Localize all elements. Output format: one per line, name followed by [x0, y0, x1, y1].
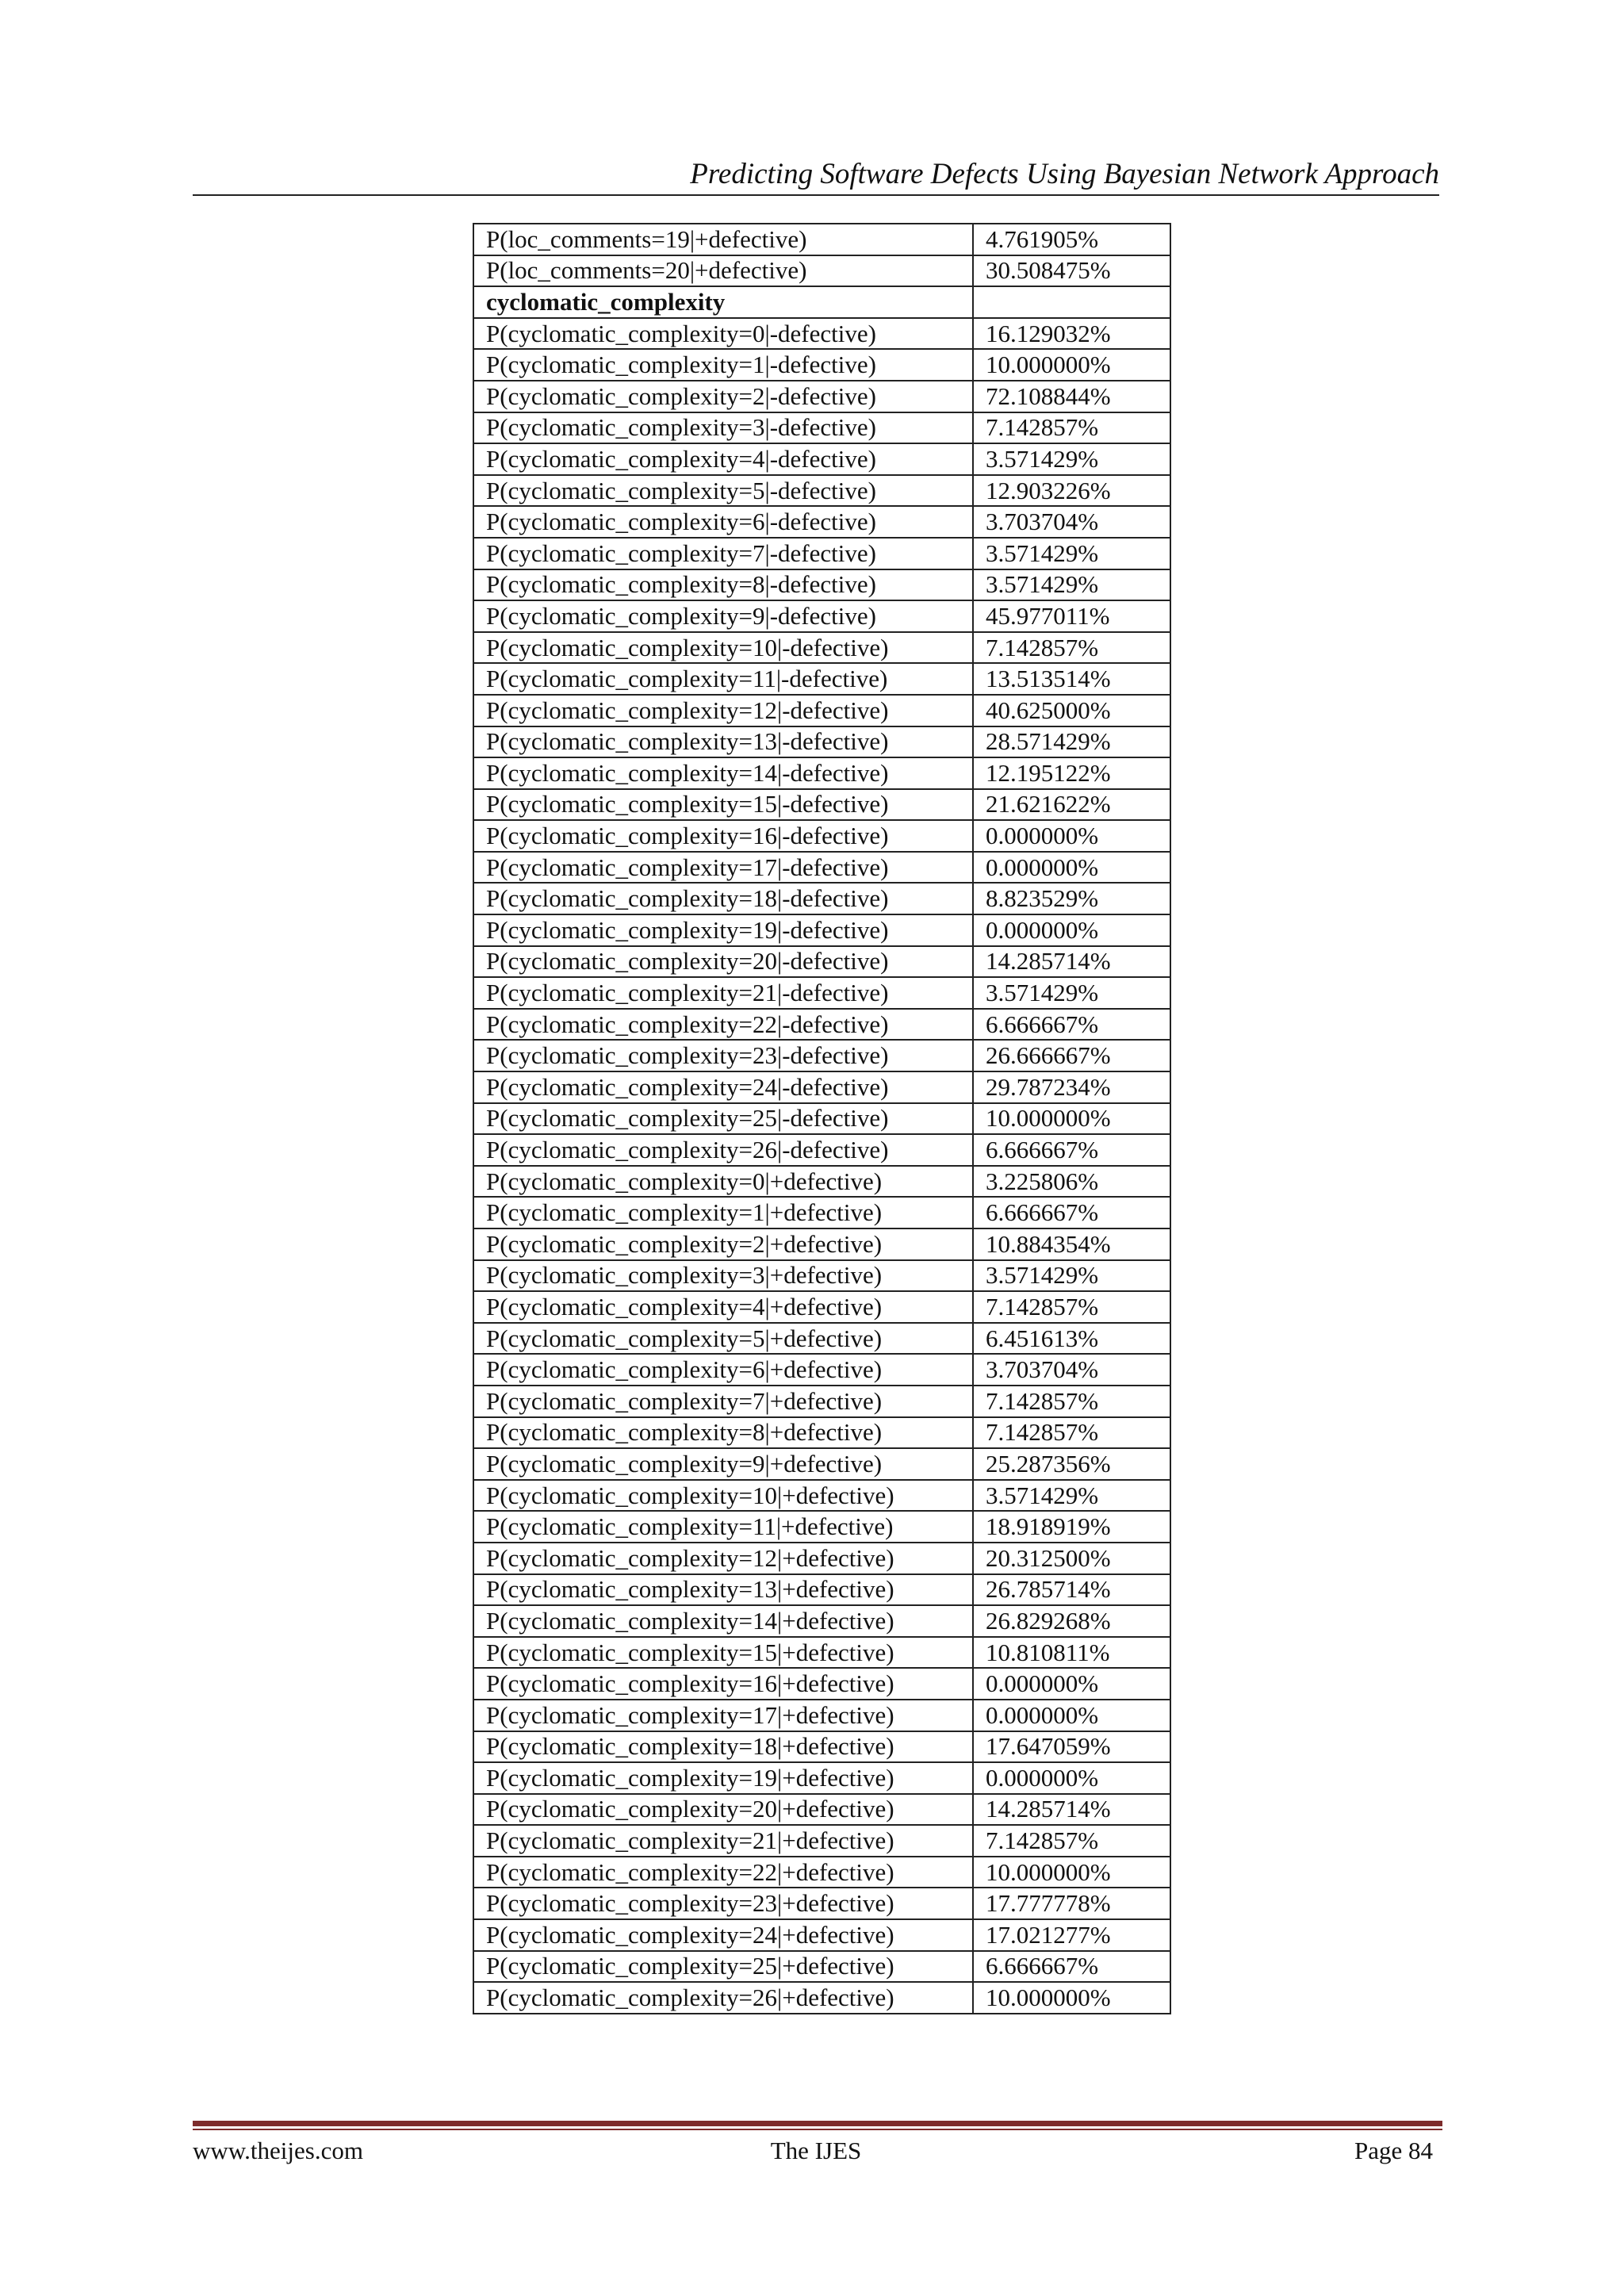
- probability-value: 0.000000%: [973, 820, 1170, 852]
- table-row: [473, 1386, 1170, 1417]
- probability-label: P(cyclomatic_complexity=15|+defective): [473, 1637, 973, 1669]
- probability-label: P(cyclomatic_complexity=1|-defective): [473, 349, 973, 381]
- probability-value: 17.647059%: [973, 1731, 1170, 1763]
- table-row: [473, 1982, 1170, 2014]
- table-section-row: [473, 286, 1170, 318]
- probability-value: 10.000000%: [973, 1103, 1170, 1135]
- probability-label: P(cyclomatic_complexity=2|-defective): [473, 381, 973, 412]
- probability-value: 10.000000%: [973, 1857, 1170, 1888]
- probability-value: 26.785714%: [973, 1574, 1170, 1606]
- footer-page-number: Page 84: [1354, 2137, 1433, 2164]
- running-header-title: Predicting Software Defects Using Bayesian Network Approach: [690, 158, 1439, 190]
- table-row: [473, 1260, 1170, 1292]
- probability-label: P(cyclomatic_complexity=20|-defective): [473, 946, 973, 978]
- probability-value: 21.621622%: [973, 789, 1170, 821]
- probability-label: P(cyclomatic_complexity=21|+defective): [473, 1825, 973, 1857]
- table-row: [473, 1762, 1170, 1794]
- probability-label: P(cyclomatic_complexity=22|+defective): [473, 1857, 973, 1888]
- probability-value: 3.703704%: [973, 1354, 1170, 1386]
- table-row: [473, 1605, 1170, 1637]
- table-row: [473, 1448, 1170, 1480]
- probability-label: P(cyclomatic_complexity=18|-defective): [473, 883, 973, 914]
- probability-label: P(cyclomatic_complexity=24|+defective): [473, 1919, 973, 1951]
- probability-label: P(cyclomatic_complexity=14|+defective): [473, 1605, 973, 1637]
- table-row: [473, 1700, 1170, 1731]
- table-row: [473, 946, 1170, 978]
- probability-value: 7.142857%: [973, 1386, 1170, 1417]
- table-row: [473, 977, 1170, 1009]
- probability-value: 3.571429%: [973, 538, 1170, 569]
- probability-label: P(cyclomatic_complexity=20|+defective): [473, 1794, 973, 1826]
- table-row: [473, 506, 1170, 538]
- probability-label: P(cyclomatic_complexity=12|+defective): [473, 1543, 973, 1574]
- table-row: [473, 1134, 1170, 1166]
- probability-label: P(cyclomatic_complexity=10|+defective): [473, 1480, 973, 1512]
- probability-value: 10.810811%: [973, 1637, 1170, 1669]
- probability-value: 12.903226%: [973, 475, 1170, 507]
- probability-value: 13.513514%: [973, 663, 1170, 695]
- probability-value: 7.142857%: [973, 1417, 1170, 1449]
- probability-value: 6.666667%: [973, 1197, 1170, 1228]
- probability-label: P(cyclomatic_complexity=8|+defective): [473, 1417, 973, 1449]
- table-row: [473, 1637, 1170, 1669]
- probability-value: 45.977011%: [973, 600, 1170, 632]
- probability-label: P(cyclomatic_complexity=0|-defective): [473, 318, 973, 350]
- probability-label: P(cyclomatic_complexity=18|+defective): [473, 1731, 973, 1763]
- probability-label: P(loc_comments=20|+defective): [473, 255, 973, 287]
- probability-value: 3.703704%: [973, 506, 1170, 538]
- footer-rule-thick: [193, 2121, 1442, 2126]
- probability-value: 25.287356%: [973, 1448, 1170, 1480]
- probability-value: 30.508475%: [973, 255, 1170, 287]
- probability-value: 10.884354%: [973, 1228, 1170, 1260]
- probability-label: P(cyclomatic_complexity=7|-defective): [473, 538, 973, 569]
- probability-label: P(cyclomatic_complexity=12|-defective): [473, 695, 973, 726]
- probability-value: 72.108844%: [973, 381, 1170, 412]
- header-rule: [193, 194, 1439, 196]
- probability-label: P(cyclomatic_complexity=7|+defective): [473, 1386, 973, 1417]
- probability-value: 3.571429%: [973, 1480, 1170, 1512]
- probability-value: 8.823529%: [973, 883, 1170, 914]
- probability-value: 6.666667%: [973, 1009, 1170, 1041]
- probability-label: P(cyclomatic_complexity=11|+defective): [473, 1511, 973, 1543]
- probability-value: 3.571429%: [973, 1260, 1170, 1292]
- table-row: [473, 1888, 1170, 1919]
- table-row: [473, 1291, 1170, 1323]
- table-row: [473, 1197, 1170, 1228]
- probability-label: P(cyclomatic_complexity=25|+defective): [473, 1951, 973, 1983]
- probability-label: P(cyclomatic_complexity=9|-defective): [473, 600, 973, 632]
- probability-value: 6.666667%: [973, 1951, 1170, 1983]
- probability-value: [973, 286, 1170, 318]
- table-row: [473, 789, 1170, 821]
- probability-label: P(cyclomatic_complexity=10|-defective): [473, 632, 973, 664]
- probability-value: 17.777778%: [973, 1888, 1170, 1919]
- table-row: [473, 1354, 1170, 1386]
- probability-label: P(cyclomatic_complexity=17|-defective): [473, 852, 973, 884]
- table-row: [473, 726, 1170, 758]
- table-row: [473, 820, 1170, 852]
- probability-label: P(cyclomatic_complexity=5|-defective): [473, 475, 973, 507]
- probability-label: P(cyclomatic_complexity=13|-defective): [473, 726, 973, 758]
- probability-label: P(cyclomatic_complexity=25|-defective): [473, 1103, 973, 1135]
- probability-value: 20.312500%: [973, 1543, 1170, 1574]
- probability-value: 14.285714%: [973, 1794, 1170, 1826]
- probability-label: P(cyclomatic_complexity=17|+defective): [473, 1700, 973, 1731]
- table-row: [473, 538, 1170, 569]
- probability-label: P(cyclomatic_complexity=2|+defective): [473, 1228, 973, 1260]
- probability-value: 6.451613%: [973, 1323, 1170, 1355]
- probability-label: P(cyclomatic_complexity=15|-defective): [473, 789, 973, 821]
- probability-label: P(cyclomatic_complexity=23|+defective): [473, 1888, 973, 1919]
- table-row: [473, 1417, 1170, 1449]
- section-heading: cyclomatic_complexity: [473, 286, 973, 318]
- probability-label: P(cyclomatic_complexity=9|+defective): [473, 1448, 973, 1480]
- table-row: [473, 663, 1170, 695]
- probability-value: 0.000000%: [973, 914, 1170, 946]
- probability-value: 7.142857%: [973, 412, 1170, 444]
- table-row: [473, 475, 1170, 507]
- probability-label: P(cyclomatic_complexity=19|+defective): [473, 1762, 973, 1794]
- probability-value: 7.142857%: [973, 1825, 1170, 1857]
- table-row: [473, 1040, 1170, 1071]
- probability-label: P(cyclomatic_complexity=0|+defective): [473, 1166, 973, 1198]
- probability-label: P(cyclomatic_complexity=6|+defective): [473, 1354, 973, 1386]
- table-row: [473, 757, 1170, 789]
- probability-label: P(loc_comments=19|+defective): [473, 224, 973, 255]
- probability-value: 10.000000%: [973, 1982, 1170, 2014]
- probability-label: P(cyclomatic_complexity=19|-defective): [473, 914, 973, 946]
- table-row: [473, 255, 1170, 287]
- table-row: [473, 1511, 1170, 1543]
- table-row: [473, 632, 1170, 664]
- table-row: [473, 1323, 1170, 1355]
- table-row: [473, 1071, 1170, 1103]
- table-row: [473, 1480, 1170, 1512]
- probability-label: P(cyclomatic_complexity=3|+defective): [473, 1260, 973, 1292]
- probability-label: P(cyclomatic_complexity=13|+defective): [473, 1574, 973, 1606]
- table-row: [473, 1731, 1170, 1763]
- table-row: [473, 1919, 1170, 1951]
- probability-value: 0.000000%: [973, 852, 1170, 884]
- footer-website: www.theijes.com: [193, 2137, 363, 2164]
- probability-label: P(cyclomatic_complexity=4|+defective): [473, 1291, 973, 1323]
- probability-value: 26.829268%: [973, 1605, 1170, 1637]
- probability-value: 3.571429%: [973, 977, 1170, 1009]
- table-row: [473, 381, 1170, 412]
- table-row: [473, 1668, 1170, 1700]
- probability-label: P(cyclomatic_complexity=21|-defective): [473, 977, 973, 1009]
- table-row: [473, 1825, 1170, 1857]
- table-row: [473, 1103, 1170, 1135]
- probability-value: 3.571429%: [973, 569, 1170, 601]
- table-row: [473, 1574, 1170, 1606]
- probability-value: 14.285714%: [973, 946, 1170, 978]
- table-row: [473, 224, 1170, 255]
- table-row: [473, 318, 1170, 350]
- probability-value: 29.787234%: [973, 1071, 1170, 1103]
- table-row: [473, 1857, 1170, 1888]
- probability-value: 0.000000%: [973, 1700, 1170, 1731]
- table-row: [473, 695, 1170, 726]
- table-row: [473, 569, 1170, 601]
- table-row: [473, 349, 1170, 381]
- probability-value: 40.625000%: [973, 695, 1170, 726]
- probability-label: P(cyclomatic_complexity=16|+defective): [473, 1668, 973, 1700]
- probability-value: 17.021277%: [973, 1919, 1170, 1951]
- table-row: [473, 1228, 1170, 1260]
- table-row: [473, 1009, 1170, 1041]
- probability-label: P(cyclomatic_complexity=16|-defective): [473, 820, 973, 852]
- probability-value: 12.195122%: [973, 757, 1170, 789]
- probability-value: 10.000000%: [973, 349, 1170, 381]
- probability-table: [473, 223, 1171, 2014]
- probability-value: 6.666667%: [973, 1134, 1170, 1166]
- probability-value: 26.666667%: [973, 1040, 1170, 1071]
- probability-label: P(cyclomatic_complexity=8|-defective): [473, 569, 973, 601]
- table-row: [473, 1951, 1170, 1983]
- probability-value: 28.571429%: [973, 726, 1170, 758]
- probability-value: 0.000000%: [973, 1762, 1170, 1794]
- probability-label: P(cyclomatic_complexity=6|-defective): [473, 506, 973, 538]
- probability-label: P(cyclomatic_complexity=14|-defective): [473, 757, 973, 789]
- table-row: [473, 600, 1170, 632]
- probability-label: P(cyclomatic_complexity=26|-defective): [473, 1134, 973, 1166]
- table-row: [473, 412, 1170, 444]
- page-footer: [193, 2133, 1439, 2168]
- table-row: [473, 1166, 1170, 1198]
- probability-value: 7.142857%: [973, 632, 1170, 664]
- table-row: [473, 443, 1170, 475]
- probability-value: 4.761905%: [973, 224, 1170, 255]
- table-row: [473, 1543, 1170, 1574]
- probability-table-body: [473, 224, 1170, 2014]
- probability-label: P(cyclomatic_complexity=1|+defective): [473, 1197, 973, 1228]
- probability-value: 0.000000%: [973, 1668, 1170, 1700]
- probability-label: P(cyclomatic_complexity=3|-defective): [473, 412, 973, 444]
- probability-label: P(cyclomatic_complexity=26|+defective): [473, 1982, 973, 2014]
- probability-value: 18.918919%: [973, 1511, 1170, 1543]
- probability-label: P(cyclomatic_complexity=22|-defective): [473, 1009, 973, 1041]
- probability-label: P(cyclomatic_complexity=4|-defective): [473, 443, 973, 475]
- probability-value: 3.225806%: [973, 1166, 1170, 1198]
- footer-journal: The IJES: [770, 2137, 862, 2164]
- probability-value: 16.129032%: [973, 318, 1170, 350]
- probability-value: 7.142857%: [973, 1291, 1170, 1323]
- footer-rule-thin: [193, 2129, 1442, 2130]
- probability-label: P(cyclomatic_complexity=23|-defective): [473, 1040, 973, 1071]
- probability-value: 3.571429%: [973, 443, 1170, 475]
- probability-label: P(cyclomatic_complexity=24|-defective): [473, 1071, 973, 1103]
- probability-label: P(cyclomatic_complexity=5|+defective): [473, 1323, 973, 1355]
- table-row: [473, 852, 1170, 884]
- table-row: [473, 883, 1170, 914]
- table-row: [473, 1794, 1170, 1826]
- probability-label: P(cyclomatic_complexity=11|-defective): [473, 663, 973, 695]
- table-row: [473, 914, 1170, 946]
